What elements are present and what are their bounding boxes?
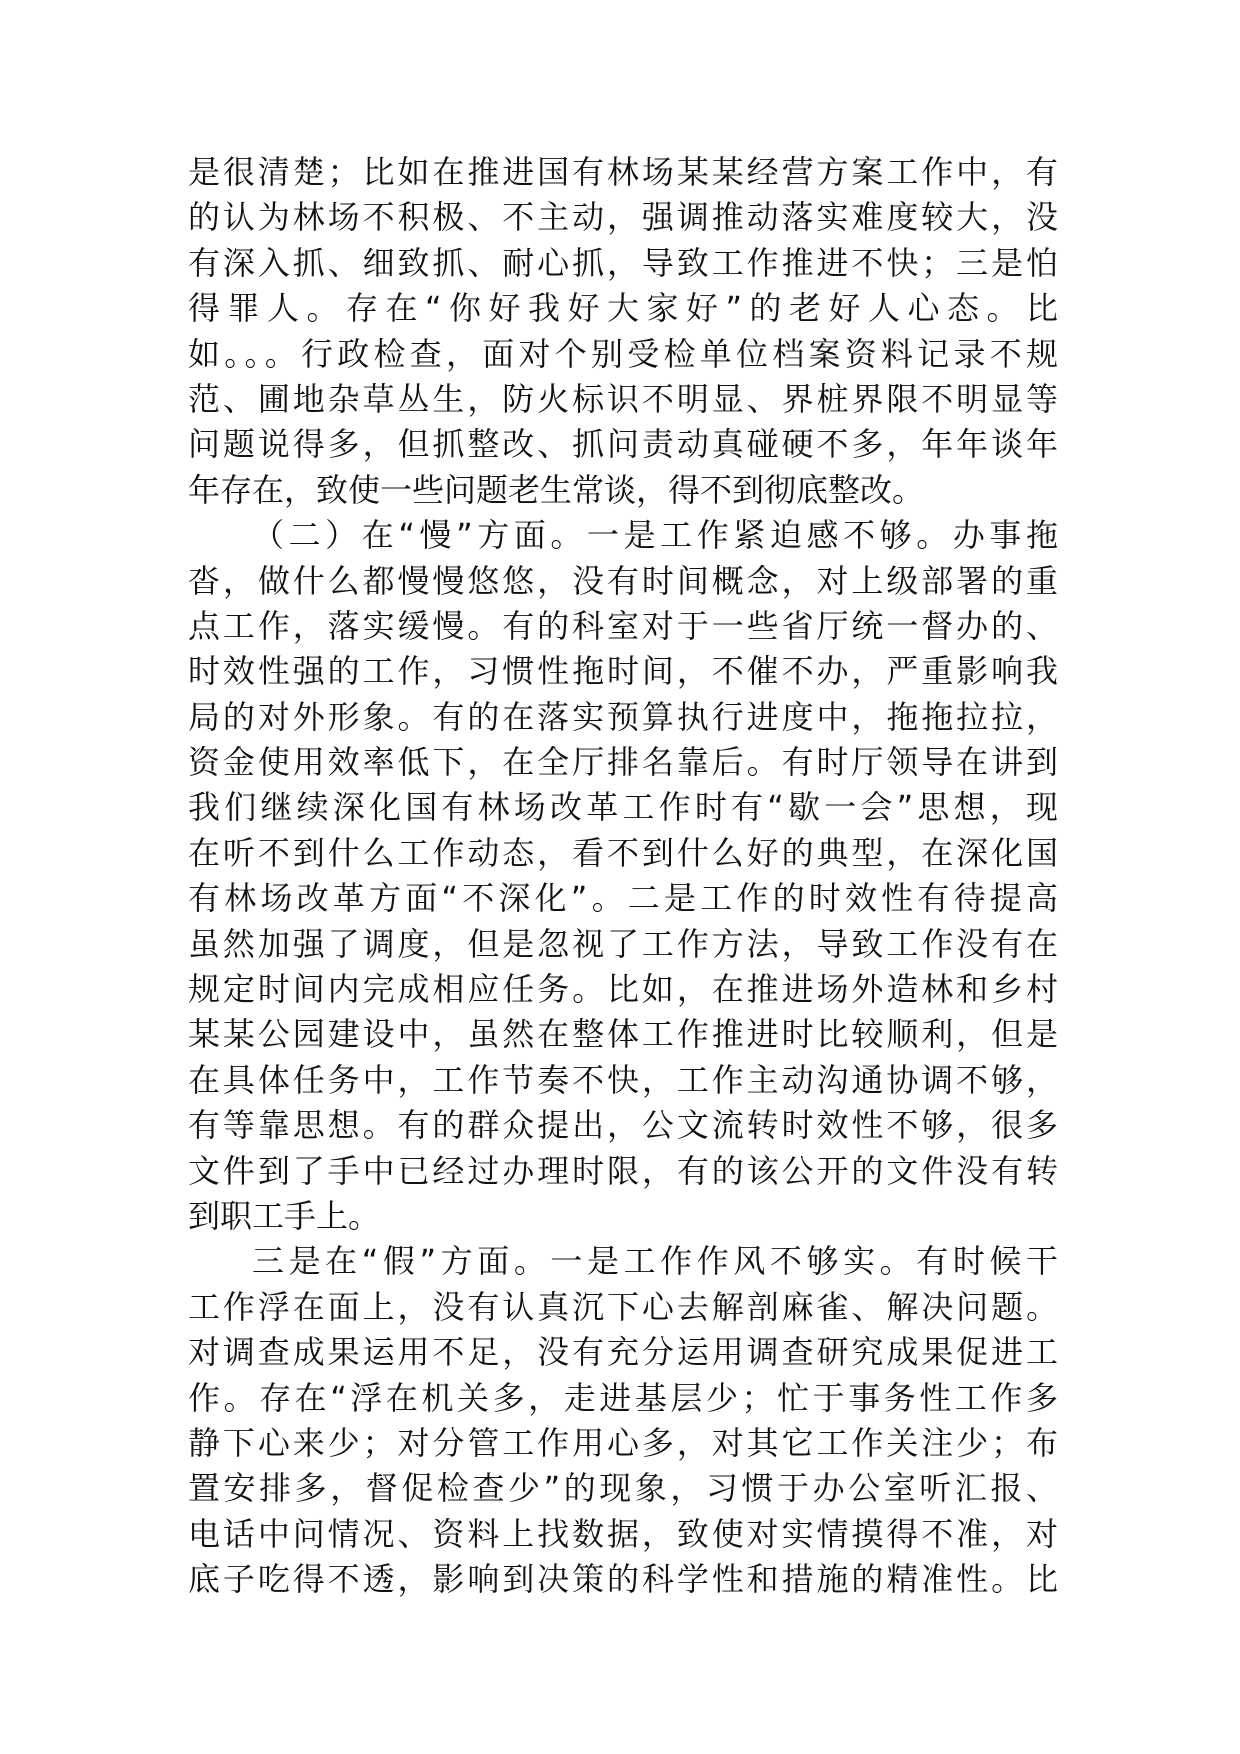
text-line: 我们继续深化国有林场改革工作时有“歇一会”思想，现: [188, 788, 1058, 827]
text-line: 到职工手上。: [188, 1196, 381, 1235]
text-line: 三是在“假”方面。一是工作作风不够实。有时候干: [252, 1242, 1058, 1281]
text-line: 电话中问情况、资料上找数据，致使对实情摸得不准，对: [188, 1514, 1058, 1553]
text-line: 的认为林场不积极、不主动，强调推动落实难度较大，没: [188, 198, 1058, 237]
text-line: 工作浮在面上，没有认真沉下心去解剖麻雀、解决问题。: [188, 1287, 1058, 1326]
body-text: [188, 150, 1058, 1603]
text-line: 年存在，致使一些问题老生常谈，得不到彻底整改。: [188, 470, 925, 509]
text-line: 有等靠思想。有的群众提出，公文流转时效性不够，很多: [188, 1106, 1058, 1145]
text-line: 范、圃地杂草丛生，防火标识不明显、界桩界限不明显等: [188, 379, 1058, 418]
text-line: 某某公园建设中，虽然在整体工作推进时比较顺利，但是: [188, 1015, 1058, 1054]
text-line: 有深入抓、细致抓、耐心抓，导致工作推进不快；三是怕: [188, 243, 1058, 282]
text-line: 时效性强的工作，习惯性拖时间，不催不办，严重影响我: [188, 652, 1058, 691]
text-line: 如。。。行政检查，面对个别受检单位档案资料记录不规: [188, 334, 1058, 373]
text-line: 在听不到什么工作动态，看不到什么好的典型，在深化国: [188, 833, 1058, 872]
text-line: （二）在“慢”方面。一是工作紧迫感不够。办事拖: [252, 516, 1058, 555]
text-line: 文件到了手中已经过办理时限，有的该公开的文件没有转: [188, 1151, 1058, 1190]
text-line: 点工作，落实缓慢。有的科室对于一些省厅统一督办的、: [188, 606, 1058, 645]
text-line: 静下心来少；对分管工作用心多，对其它工作关注少；布: [188, 1423, 1058, 1462]
text-line: 局的对外形象。有的在落实预算执行进度中，拖拖拉拉，: [188, 697, 1058, 736]
text-line: 是很清楚；比如在推进国有林场某某经营方案工作中，有: [188, 153, 1058, 191]
text-line: 规定时间内完成相应任务。比如，在推进场外造林和乡村: [188, 970, 1058, 1009]
text-line: 有林场改革方面“不深化”。二是工作的时效性有待提高: [188, 879, 1058, 918]
text-line: 虽然加强了调度，但是忽视了工作方法，导致工作没有在: [188, 924, 1058, 963]
text-line: 底子吃得不透，影响到决策的科学性和措施的精准性。比: [188, 1560, 1058, 1599]
text-line: 作。存在“浮在机关多，走进基层少；忙于事务性工作多: [188, 1378, 1058, 1417]
text-line: 资金使用效率低下，在全厅排名靠后。有时厅领导在讲到: [188, 743, 1058, 782]
text-line: 沓，做什么都慢慢悠悠，没有时间概念，对上级部署的重: [188, 561, 1058, 600]
text-line: 置安排多，督促检查少”的现象，习惯于办公室听汇报、: [188, 1469, 1058, 1508]
text-line: 对调查成果运用不足，没有充分运用调查研究成果促进工: [188, 1333, 1058, 1372]
text-line: 问题说得多，但抓整改、抓问责动真碰硬不多，年年谈年: [188, 425, 1058, 464]
text-line: 在具体任务中，工作节奏不快，工作主动沟通协调不够，: [188, 1060, 1058, 1099]
text-line: 得罪人。存在“你好我好大家好”的老好人心态。比: [188, 289, 1058, 328]
